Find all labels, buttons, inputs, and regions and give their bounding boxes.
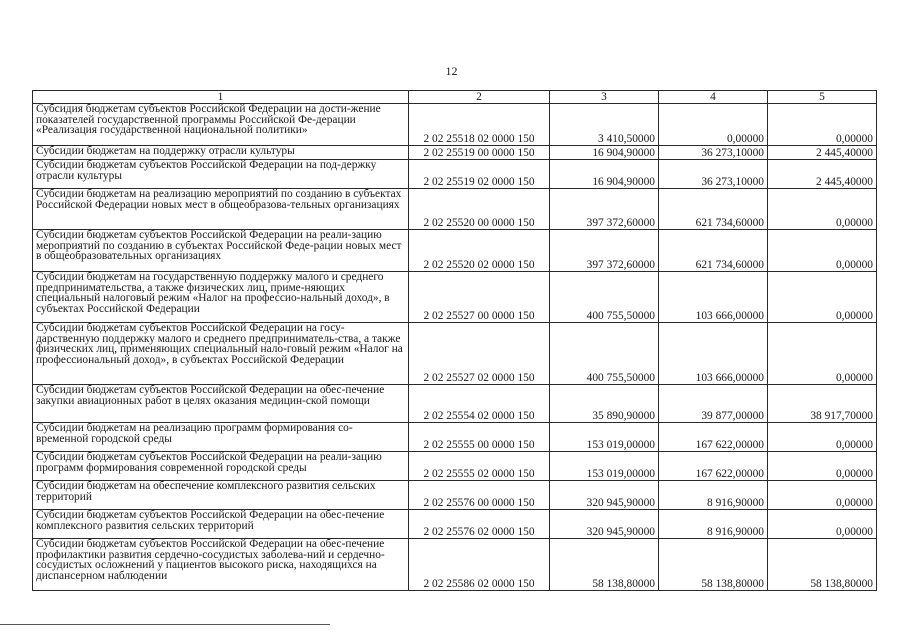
column-header-1: 1 [33,91,409,104]
row-code: 2 02 25518 02 0000 150 [409,104,550,146]
row-value-5: 2 445,40000 [768,160,877,189]
row-value-4: 621 734,60000 [659,230,768,272]
row-value-4: 36 273,10000 [659,160,768,189]
row-name: Субсидии бюджетам субъектов Российской Федерации на обес-печение закупки авиационных работ в целях оказания медицин-ской помощи [33,385,409,423]
row-value-4: 103 666,00000 [659,272,768,323]
column-header-5: 5 [768,91,877,104]
table-row [33,189,877,230]
row-value-3: 400 755,50000 [550,272,659,323]
row-value-3: 58 138,80000 [550,539,659,591]
row-value-5: 0,00000 [768,481,877,510]
row-code: 2 02 25576 02 0000 150 [409,510,550,539]
row-value-5: 58 138,80000 [768,539,877,591]
row-code: 2 02 25555 00 0000 150 [409,423,550,452]
row-value-5: 0,00000 [768,452,877,481]
row-name: Субсидии бюджетам на поддержку отрасли культуры [33,146,409,160]
row-value-4: 0,00000 [659,104,768,146]
table-row [33,481,877,510]
row-value-4: 58 138,80000 [659,539,768,591]
row-name: Субсидии бюджетам на обеспечение комплексного развития сельских территорий [33,481,409,510]
table-row [33,452,877,481]
row-value-5: 2 445,40000 [768,146,877,160]
page-number: 12 [445,64,458,78]
table-row [33,323,877,385]
row-name: Субсидии бюджетам на государственную поддержку малого и среднего предпринимательства, а также физических лиц, приме-няющих специальный налоговый режим «Налог на профессио-нальный доход», в субъектах Российской Федерации [33,272,409,323]
row-value-3: 397 372,60000 [550,189,659,230]
row-value-3: 3 410,50000 [550,104,659,146]
row-value-3: 320 945,90000 [550,481,659,510]
row-value-3: 153 019,00000 [550,423,659,452]
row-name: Субсидии бюджетам субъектов Российской Федерации на реали-зацию программ формирования современной городской среды [33,452,409,481]
row-value-5: 0,00000 [768,104,877,146]
row-code: 2 02 25527 00 0000 150 [409,272,550,323]
row-value-5: 0,00000 [768,272,877,323]
footer-rule [0,624,330,625]
row-value-5: 0,00000 [768,323,877,385]
row-code: 2 02 25520 02 0000 150 [409,230,550,272]
row-value-3: 400 755,50000 [550,323,659,385]
row-name: Субсидии бюджетам на реализацию мероприятий по созданию в субъектах Российской Федерации новых мест в общеобразова-тельных организациях [33,189,409,230]
row-name: Субсидии бюджетам субъектов Российской Федерации на обес-печение комплексного развития сельских территорий [33,510,409,539]
row-value-3: 320 945,90000 [550,510,659,539]
row-value-4: 167 622,00000 [659,423,768,452]
row-code: 2 02 25576 00 0000 150 [409,481,550,510]
table-row [33,160,877,189]
row-code: 2 02 25555 02 0000 150 [409,452,550,481]
table-row [33,104,877,146]
table-row [33,539,877,591]
budget-table [32,90,877,591]
row-value-5: 0,00000 [768,189,877,230]
row-name: Субсидии бюджетам на реализацию программ формирования со-временной городской среды [33,423,409,452]
column-header-4: 4 [659,91,768,104]
table-row [33,272,877,323]
row-value-3: 35 890,90000 [550,385,659,423]
row-value-3: 397 372,60000 [550,230,659,272]
row-value-5: 0,00000 [768,423,877,452]
row-value-4: 103 666,00000 [659,323,768,385]
row-value-5: 0,00000 [768,510,877,539]
row-value-4: 36 273,10000 [659,146,768,160]
table-row [33,510,877,539]
table-row [33,385,877,423]
row-value-4: 167 622,00000 [659,452,768,481]
row-code: 2 02 25554 02 0000 150 [409,385,550,423]
row-code: 2 02 25586 02 0000 150 [409,539,550,591]
row-value-5: 0,00000 [768,230,877,272]
column-header-3: 3 [550,91,659,104]
row-value-5: 38 917,70000 [768,385,877,423]
row-name: Субсидии бюджетам субъектов Российской Федерации на реали-зацию мероприятий по созданию в субъектах Российской Феде-рации новых мест в общеобразовательных организациях [33,230,409,272]
row-value-4: 39 877,00000 [659,385,768,423]
row-value-3: 153 019,00000 [550,452,659,481]
row-name: Субсидии бюджетам субъектов Российской Федерации на обес-печение профилактики развития сердечно-сосудистых заболева-ний и сердечно-сосудистых осложнений у пациентов высокого риска, находящихся на диспансерном наблюдении [33,539,409,591]
row-value-4: 8 916,90000 [659,510,768,539]
row-name: Субсидия бюджетам субъектов Российской Федерации на дости-жение показателей государственной программы Российской Фе-дерации «Реализация государственной национальной политики» [33,104,409,146]
row-value-4: 621 734,60000 [659,189,768,230]
row-value-4: 8 916,90000 [659,481,768,510]
row-code: 2 02 25520 00 0000 150 [409,189,550,230]
table-row [33,146,877,160]
row-name: Субсидии бюджетам субъектов Российской Федерации на госу-дарственную поддержку малого и среднего предприниматель-ства, а также физических лиц, применяющих специальный нало-говый режим «Налог на профессиональный доход», в субъектах Российской Федерации [33,323,409,385]
column-header-2: 2 [409,91,550,104]
row-name: Субсидии бюджетам субъектов Российской Федерации на под-держку отрасли культуры [33,160,409,189]
row-code: 2 02 25519 00 0000 150 [409,146,550,160]
row-code: 2 02 25527 02 0000 150 [409,323,550,385]
row-value-3: 16 904,90000 [550,160,659,189]
row-code: 2 02 25519 02 0000 150 [409,160,550,189]
table-header-row [33,91,877,104]
table-row [33,230,877,272]
table-row [33,423,877,452]
row-value-3: 16 904,90000 [550,146,659,160]
